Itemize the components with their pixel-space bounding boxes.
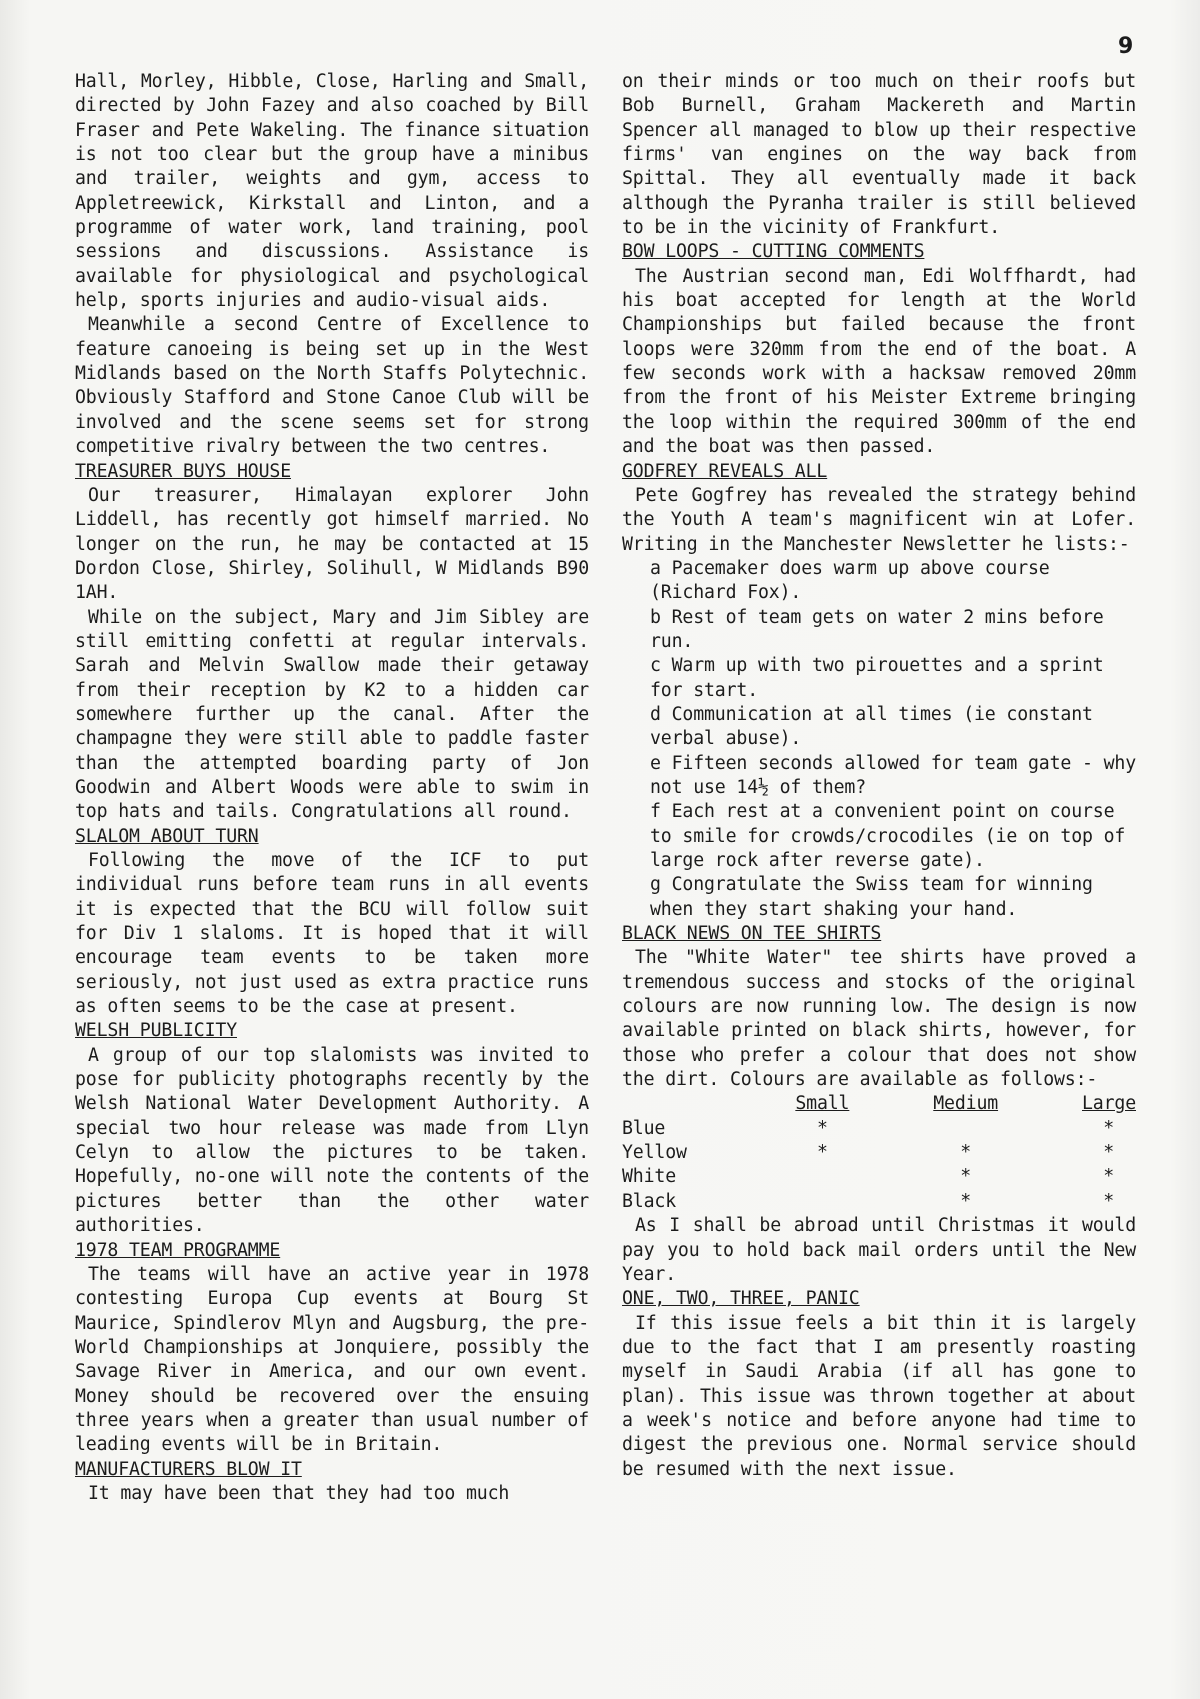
list-item: f Each rest at a convenient point on course to smile for crowds/crocodiles (ie on top of large rock after reverse gate).: [650, 801, 1126, 871]
availability-mark: *: [1103, 1190, 1114, 1212]
availability-mark: *: [1103, 1166, 1114, 1188]
table-row: [622, 1117, 1136, 1141]
paragraph: While on the subject, Mary and Jim Sibley are still emitting confetti at regular intervals. Sarah and Melvin Swallow made their getaway from their reception by K2 to a hidden car somewhere further up the canal. After the champagne they were still able to paddle faster than the attempted boarding party of Jon Goodwin and Albert Woods were able to swim in top hats and tails. Congratulations all round.: [75, 606, 589, 823]
tee-shirt-colours-table: [622, 1092, 1136, 1214]
availability-mark: *: [960, 1190, 972, 1212]
paragraph: If this issue feels a bit thin it is largely due to the fact that I am presently roasting myself in Saudi Arabia (if all has gone to plan). This issue was thrown together at about a week's notice and before anyone had time to digest the previous one. Normal service should be resumed with the next issue.: [622, 1312, 1136, 1480]
paragraph: on their minds or too much on their roofs but Bob Burnell, Graham Mackereth and Martin Spencer all managed to blow up their respective firms' van engines on the way back from Spittal. They all eventually made it back although the Pyranha trailer is still believed to be in the vicinity of Frankfurt.: [622, 71, 1136, 239]
section-heading: GODFREY REVEALS ALL: [622, 460, 828, 482]
paragraph: The teams will have an active year in 1978 contesting Europa Cup events at Bourg St Maurice, Spindlerov Mlyn and Augsburg, the pre-World Championships at Jonquiere, possibly the Savage River in America, and our own event. Money should be recovered over the ensuing three years when a greater than usual number of leading events will be in Britain.: [75, 1263, 589, 1456]
availability-mark: *: [960, 1166, 972, 1188]
list-item: c Warm up with two pirouettes and a sprint for start.: [650, 655, 1104, 701]
availability-mark: *: [1103, 1142, 1114, 1164]
availability-mark: [751, 1190, 894, 1214]
availability-mark: *: [816, 1142, 828, 1164]
availability-mark: [894, 1117, 1038, 1141]
list-item: g Congratulate the Swiss team for winning when they start shaking your hand.: [650, 874, 1093, 920]
paragraph: Meanwhile a second Centre of Excellence to feature canoeing is being set up in the West Midlands based on the North Staffs Polytechnic. Obviously Stafford and Stone Canoe Club will be involved and the scene seems set for strong competitive rivalry between the two centres.: [75, 314, 589, 458]
paragraph: The "White Water" tee shirts have proved a tremendous success and stocks of the original colours are now running low. The design is now available printed on black shirts, however, for those who prefer a colour that does not show the dirt. Colours are available as follows:-: [622, 947, 1136, 1091]
page-number: 9: [1118, 34, 1134, 59]
paragraph: A group of our top slalomists was invited to pose for publicity photographs recently by the Welsh National Water Development Authority. A special two hour release was made from Llyn Celyn to allow the pictures to be taken. Hopefully, no-one will note the contents of the pictures better than the other water authorities.: [75, 1044, 589, 1237]
table-header-row: [622, 1092, 1136, 1116]
colour-name: Yellow: [622, 1142, 687, 1164]
paragraph: As I shall be abroad until Christmas it would pay you to hold back mail orders until the New Year.: [622, 1215, 1136, 1285]
table-row: [622, 1141, 1136, 1165]
section-heading: WELSH PUBLICITY: [75, 1020, 237, 1042]
paragraph: Hall, Morley, Hibble, Close, Harling and Small, directed by John Fazey and also coached by Bill Fraser and Pete Wakeling. The finance situation is not too clear but the group have a minibus and trailer, weights and gym, access to Appletreewick, Kirkstall and Linton, and a programme of water work, land training, pool sessions and discussions. Assistance is available for physiological and psychological help, sports injuries and audio-visual aids.: [75, 71, 589, 312]
left-column: [75, 70, 589, 1506]
list-item: a Pacemaker does warm up above course (Richard Fox).: [650, 557, 1050, 604]
colour-name: White: [622, 1166, 676, 1188]
right-column: [622, 70, 1136, 1482]
colour-name: Black: [622, 1190, 676, 1212]
table-row: [622, 1165, 1136, 1189]
paragraph: The Austrian second man, Edi Wolffhardt, had his boat accepted for length at the World Championships but failed because the front loops were 320mm from the end of the boat. A few seconds work with a hacksaw removed 20mm from the front of his Meister Extreme bringing the loop within the required 300mm of the end and the boat was then passed.: [622, 265, 1136, 458]
section-heading: BOW LOOPS - CUTTING COMMENTS: [622, 241, 925, 263]
column-header: Large: [1082, 1093, 1136, 1115]
availability-mark: *: [1103, 1117, 1114, 1139]
paragraph: It may have been that they had too much: [88, 1482, 510, 1504]
table-row: [622, 1190, 1136, 1214]
list-item: d Communication at all times (ie constant verbal abuse).: [650, 703, 1093, 750]
column-header: Small: [795, 1093, 850, 1115]
section-heading: 1978 TEAM PROGRAMME: [75, 1239, 281, 1261]
column-header: Medium: [933, 1093, 999, 1115]
paragraph: Following the move of the ICF to put individual runs before team runs in all events it is expected that the BCU will follow suit for Div 1 slaloms. It is hoped that it will encourage team events to be taken more seriously, not just used as extra practice runs as often seems to be the case at present.: [75, 850, 589, 1018]
list-item: b Rest of team gets on water 2 mins before run.: [650, 606, 1104, 652]
column-header: [622, 1092, 751, 1116]
list-item: e Fifteen seconds allowed for team gate - why not use 14½ of them?: [650, 752, 1136, 798]
colour-name: Blue: [622, 1117, 666, 1139]
availability-mark: *: [960, 1142, 972, 1164]
paragraph: Our treasurer, Himalayan explorer John Liddell, has recently got himself married. No longer on the run, he may be contacted at 15 Dordon Close, Shirley, Solihull, W Midlands B90 1AH.: [75, 484, 589, 604]
section-heading: MANUFACTURERS BLOW IT: [75, 1458, 302, 1480]
paragraph: Pete Gogfrey has revealed the strategy behind the Youth A team's magnificent win at Lofer. Writing in the Manchester Newsletter he lists:-: [622, 484, 1136, 555]
section-heading: TREASURER BUYS HOUSE: [75, 460, 291, 482]
section-heading: SLALOM ABOUT TURN: [75, 825, 259, 847]
availability-mark: [751, 1165, 894, 1189]
section-heading: BLACK NEWS ON TEE SHIRTS: [622, 923, 882, 945]
availability-mark: *: [816, 1117, 828, 1139]
section-heading: ONE, TWO, THREE, PANIC: [622, 1288, 860, 1310]
